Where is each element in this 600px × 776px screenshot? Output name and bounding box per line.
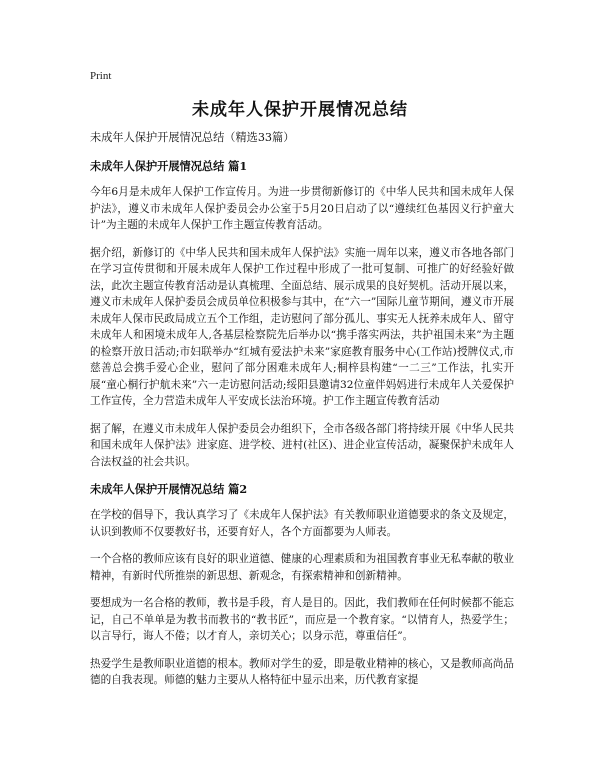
print-link[interactable]: Print: [90, 70, 112, 82]
section-heading-1: 未成年人保护开展情况总结 篇1: [90, 159, 248, 173]
section-1-paragraph-2: 据介绍，新修订的《中华人民共和国未成年人保护法》实施一周年以来，遵义市各地各部门在学习宣传贯彻和开展未成年人保护工作过程中形成了一批可复制、可推广的好经验好做法，此次主题宣传教育活动是认真梳理、全面总结、展示成果的良好契机。活动开展以来，遵义市未成年人保护委员会成员单位积极参与其中，在“六一”国际儿童节期间，遵义市开展未成年人保市民政局成立五个工作组，走访慰问了部分孤儿、事实无人抚养未成年人、留守未成年人和困境未成年人,各基层检察院先后举办以“携手落实两法，共护祖国未来”为主题的检察开放日活动;市妇联举办“红城有爱法护未来”家庭教育服务中心(工作站)授牌仪式,市慈善总会携手爱心企业，慰问了部分困难未成年人;桐梓县构建“一二三”工作法，扎实开展“童心桐行护航未来”六一走访慰问活动;绥阳县邀请32位童伴妈妈进行未成年人关爱保护工作宣传，全力营造未成年人平安成长法治环境。护工作主题宣传教育活动: [90, 246, 514, 407]
section-2-paragraph-2: 一个合格的教师应该有良好的职业道德、健康的心理素质和为祖国教育事业无私奉献的敬业精神，有新时代所推崇的新思想、新观念，有探索精神和创新精神。: [90, 553, 514, 582]
section-2-paragraph-3: 要想成为一名合格的教师，教书是手段，育人是目的。因此，我们教师在任何时候都不能忘记，自己不单单是为教书而教书的“教书匠”，而应是一个教育家。“以情育人，热爱学生；以言导行，诲人不倦；以才育人，亲切关心；以身示范，尊重信任”。: [90, 597, 514, 642]
section-1-paragraph-3: 据了解，在遵义市未成年人保护委员会办组织下，全市各级各部门将持续开展《中华人民共和国未成年人保护法》进家庭、进学校、进村(社区)、进企业宣传活动，凝聚保护未成年人合法权益的社会共识。: [90, 422, 514, 468]
section-2-paragraph-4: 热爱学生是教师职业道德的根本。教师对学生的爱，即是敬业精神的核心，又是教师高尚品德的自我表现。师德的魅力主要从人格特征中显示出来，历代教育家提: [90, 657, 514, 686]
document-subtitle: 未成年人保护开展情况总结（精选33篇）: [90, 131, 295, 144]
section-2-paragraph-1: 在学校的倡导下，我认真学习了《未成年人保护法》有关教师职业道德要求的条文及规定，认识到教师不仅要教好书，还要育好人，各个方面都要为人师表。: [90, 509, 514, 538]
document-body: [90, 130, 514, 698]
document-title: 未成年人保护开展情况总结: [192, 100, 408, 120]
section-1-paragraph-1: 今年6月是未成年人保护工作宣传月。为进一步贯彻新修订的《中华人民共和国未成年人保护法》，遵义市未成年人保护委员会办公室于5月20日启动了以“遵续红色基因义行护童大计”为主题的未成年人保护工作主题宣传教育活动。: [90, 186, 514, 231]
section-heading-2: 未成年人保护开展情况总结 篇2: [90, 482, 248, 496]
